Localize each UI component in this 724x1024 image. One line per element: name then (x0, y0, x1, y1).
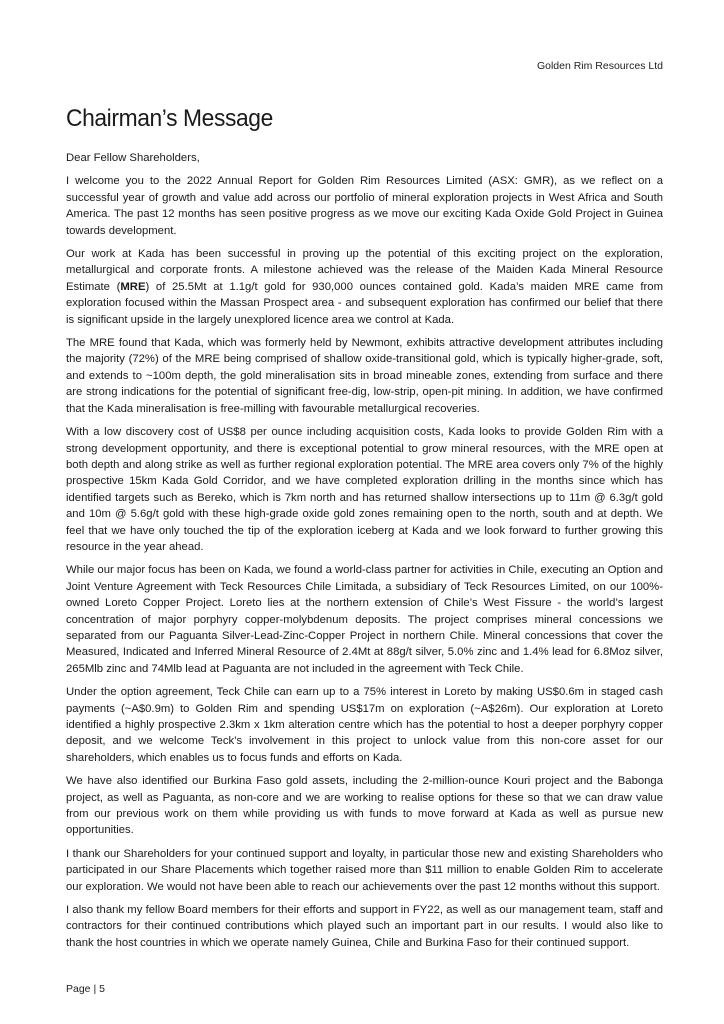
paragraph-9: I also thank my fellow Board members for their efforts and support in FY22, as well as our management team, staff and contractors for their continued contributions which played such an important part in our results. I would also like to thank the host countries in which we operate namely Guinea, Chile and Burkina Faso for their continued support. (66, 904, 663, 949)
paragraph-5: While our major focus has been on Kada, we found a world-class partner for activities in Chile, executing an Option and Joint Venture Agreement with Teck Resources Chile Limitada, a subsidiary of Teck Resources Limited, on our 100%-owned Loreto Copper Project. Loreto lies at the northern extension of Chile’s West Fissure - the world’s largest concentration of major porphyry copper-molybdenum deposits. The project comprises mineral concessions we separated from our Paguanta Silver-Lead-Zinc-Copper Project in northern Chile. Mineral concessions that cover the Measured, Indicated and Inferred Mineral Resource of 2.4Mt at 88g/t silver, 5.0% zinc and 1.4% lead for 6.8Moz silver, 265Mlb zinc and 74Mlb lead at Paguanta are not included in the agreement with Teck Chile. (66, 564, 663, 675)
paragraph-7: We have also identified our Burkina Faso gold assets, including the 2-million-ounce Kouri project and the Babonga project, as well as Paguanta, as non-core and we are working to realise options for these so that we can draw value from our previous work on them while providing us with funds to move forward at Kada as well as pursue new opportunities. (66, 775, 663, 837)
letter-body (66, 150, 663, 958)
page-title: Chairman’s Message (66, 105, 273, 132)
running-header: Golden Rim Resources Ltd (536, 60, 663, 72)
paragraph-1: I welcome you to the 2022 Annual Report for Golden Rim Resources Limited (ASX: GMR), as we reflect on a successful year of growth and value add across our portfolio of mineral exploration projects in West Africa and South America. The past 12 months has seen positive progress as we move our exciting Kada Oxide Gold Project in Guinea towards development. (66, 175, 663, 237)
salutation: Dear Fellow Shareholders, (66, 152, 200, 164)
mre-abbreviation: MRE (120, 280, 146, 293)
paragraph-3: The MRE found that Kada, which was formerly held by Newmont, exhibits attractive development attributes including the majority (72%) of the MRE being comprised of shallow oxide-transitional gold, which is typically higher-grade, soft, and extends to ~100m depth, the gold mineralisation sits in broad mineable zones, extending from surface and there are strong indications for the potential of significant free-dig, low-strip, open-pit mining. In addition, we have confirmed that the Kada mineralisation is free-milling with favourable metallurgical recoveries. (66, 337, 663, 415)
paragraph-2 (66, 246, 663, 328)
paragraph-8: I thank our Shareholders for your continued support and loyalty, in particular those new and existing Shareholders who participated in our Share Placements which together raised more than $11 million to enable Golden Rim to accelerate our exploration. We would not have been able to reach our achievements over the past 12 months without this support. (66, 847, 663, 893)
page-number: Page | 5 (66, 983, 105, 995)
paragraph-6: Under the option agreement, Teck Chile can earn up to a 75% interest in Loreto by making US$0.6m in staged cash payments (~A$0.9m) to Golden Rim and spending US$17m on exploration (~A$26m). Our exploration at Loreto identified a highly prospective 2.3km x 1km alteration centre which has the potential to host a deeper porphyry copper deposit, and we welcome Teck’s involvement in this project to unlock value from this non-core asset for our shareholders, which enables us to focus funds and efforts on Kada. (66, 686, 663, 764)
paragraph-2-text-b: ) of 25.5Mt at 1.1g/t gold for 930,000 ounces contained gold. Kada’s maiden MRE came from exploration focused within the Massan Prospect area - and subsequent exploration has confirmed our belief that there is significant upside in the largely unexplored licence area we control at Kada. (66, 280, 663, 326)
paragraph-4: With a low discovery cost of US$8 per ounce including acquisition costs, Kada looks to provide Golden Rim with a strong development opportunity, and there is exceptional potential to grow mineral resources, with the MRE open at both depth and along strike as well as further regional exploration potential. The MRE area covers only 7% of the highly prospective 15km Kada Gold Corridor, and we have completed exploration drilling in the months since which has identified targets such as Bereko, which is 7km north and has returned shallow intersections up to 11m @ 6.3g/t gold and 10m @ 5.6g/t gold with these high-grade oxide gold zones remaining open to the north, south and at depth. We feel that we have only touched the tip of the exploration iceberg at Kada and we look forward to further growing this resource in the year ahead. (66, 426, 663, 553)
paragraph-2-text-a: Our work at Kada has been successful in proving up the potential of this exciting project on the exploration, metallurgical and corporate fronts. A milestone achieved was the release of the Maiden Kada Mineral Resource Estimate ( (66, 248, 663, 293)
